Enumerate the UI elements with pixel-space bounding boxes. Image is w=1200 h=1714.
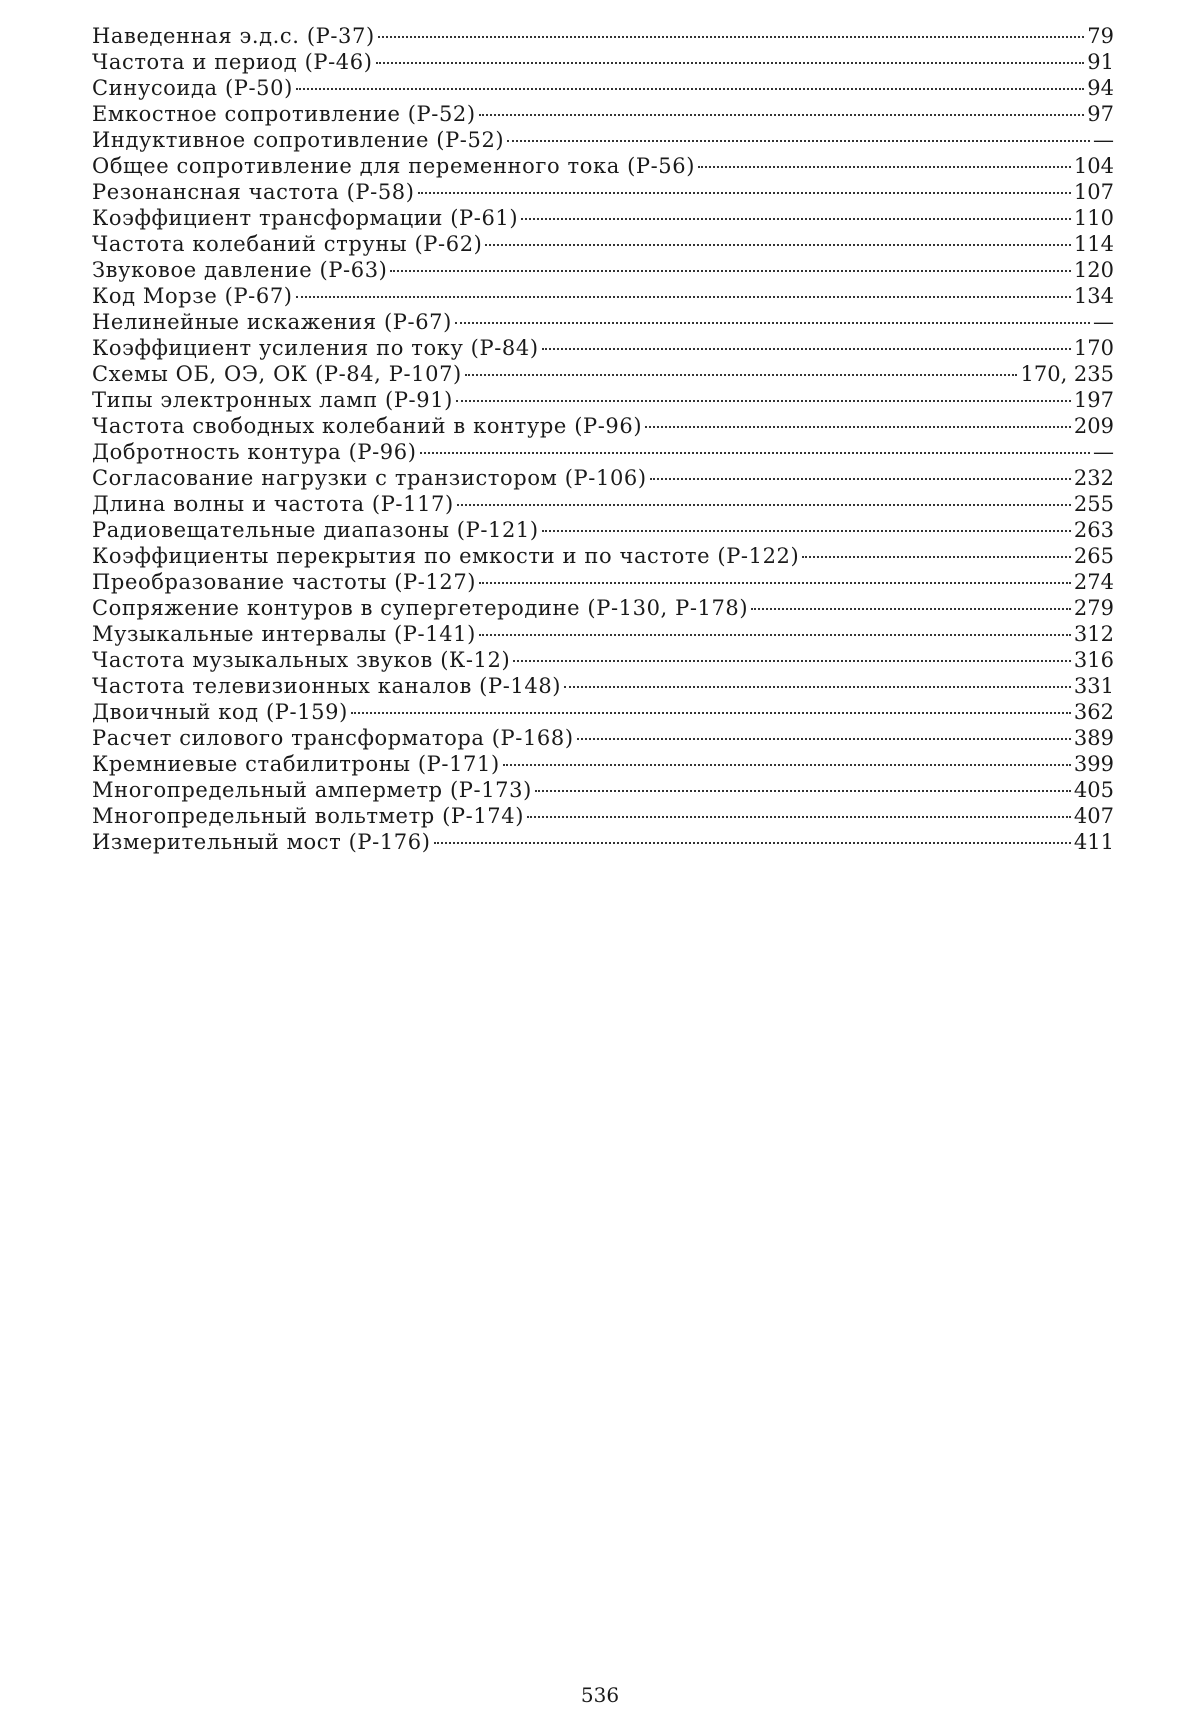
toc-dot-leader xyxy=(645,426,1071,428)
toc-dot-leader xyxy=(455,322,1090,324)
toc-entry xyxy=(92,595,1114,621)
toc-entry-page: 170, 235 xyxy=(1020,362,1114,386)
toc-entry xyxy=(92,309,1114,335)
toc-dot-leader xyxy=(418,192,1071,194)
toc-entry xyxy=(92,673,1114,699)
toc-entry-page: 97 xyxy=(1087,102,1114,126)
toc-entry-title: Согласование нагрузки с транзистором (Р-106) xyxy=(92,466,647,490)
toc-dot-leader xyxy=(507,140,1090,142)
toc-entry-page: 79 xyxy=(1087,24,1114,48)
toc-entry-page: — xyxy=(1093,310,1114,334)
toc-dot-leader xyxy=(650,478,1071,480)
toc-dot-leader xyxy=(564,686,1071,688)
toc-entry xyxy=(92,647,1114,673)
toc-dot-leader xyxy=(535,790,1071,792)
toc-entry-title: Типы электронных ламп (Р-91) xyxy=(92,388,453,412)
toc-entry-page: — xyxy=(1093,440,1114,464)
toc-dot-leader xyxy=(485,244,1070,246)
toc-entry-page: 279 xyxy=(1073,596,1114,620)
toc-dot-leader xyxy=(802,556,1071,558)
toc-entry xyxy=(92,751,1114,777)
toc-entry-title: Синусоида (Р-50) xyxy=(92,76,293,100)
toc-dot-leader xyxy=(378,36,1085,38)
toc-entry-page: 110 xyxy=(1073,206,1114,230)
toc-entry xyxy=(92,361,1114,387)
toc-entry-page: 331 xyxy=(1073,674,1114,698)
toc-entry xyxy=(92,101,1114,127)
toc-entry-page: 134 xyxy=(1073,284,1114,308)
toc-dot-leader xyxy=(296,88,1084,90)
toc-entry xyxy=(92,803,1114,829)
toc-entry-title: Сопряжение контуров в супергетеродине (Р-130, Р-178) xyxy=(92,596,749,620)
toc-dot-leader xyxy=(479,634,1071,636)
toc-entry-title: Резонансная частота (Р-58) xyxy=(92,180,415,204)
toc-dot-leader xyxy=(434,842,1071,844)
toc-entry xyxy=(92,491,1114,517)
toc-entry xyxy=(92,75,1114,101)
toc-dot-leader xyxy=(751,608,1071,610)
toc-entry xyxy=(92,517,1114,543)
toc-entry-title: Многопредельный амперметр (Р-173) xyxy=(92,778,532,802)
toc-entry xyxy=(92,699,1114,725)
toc-entry-title: Общее сопротивление для переменного тока (Р-56) xyxy=(92,154,696,178)
toc-dot-leader xyxy=(351,712,1071,714)
toc-entry xyxy=(92,387,1114,413)
toc-entry-title: Код Морзе (Р-67) xyxy=(92,284,293,308)
toc-entry-page: 265 xyxy=(1073,544,1114,568)
toc-entry-page: 91 xyxy=(1087,50,1114,74)
toc-dot-leader xyxy=(503,764,1071,766)
toc-entry-title: Частота и период (Р-46) xyxy=(92,50,373,74)
toc-entry-page: 399 xyxy=(1073,752,1114,776)
toc-entry-title: Многопредельный вольтметр (Р-174) xyxy=(92,804,525,828)
toc-dot-leader xyxy=(420,452,1091,454)
toc-entry-page: 170 xyxy=(1073,336,1114,360)
toc-entry xyxy=(92,49,1114,75)
toc-entry-title: Частота свободных колебаний в контуре (Р-96) xyxy=(92,414,643,438)
toc-entry-page: 107 xyxy=(1073,180,1114,204)
toc-entry xyxy=(92,335,1114,361)
toc-entry xyxy=(92,543,1114,569)
toc-entry-title: Наведенная э.д.с. (Р-37) xyxy=(92,24,375,48)
toc-entry-page: 114 xyxy=(1073,232,1114,256)
toc-entry-page: 274 xyxy=(1073,570,1114,594)
toc-entry-page: 389 xyxy=(1073,726,1114,750)
toc-entry-page: 104 xyxy=(1073,154,1114,178)
toc-entry xyxy=(92,413,1114,439)
toc-entry-title: Частота колебаний струны (Р-62) xyxy=(92,232,483,256)
toc-dot-leader xyxy=(577,738,1071,740)
table-of-contents xyxy=(92,23,1114,855)
toc-entry-page: 120 xyxy=(1073,258,1114,282)
toc-entry-title: Преобразование частоты (Р-127) xyxy=(92,570,477,594)
toc-dot-leader xyxy=(456,400,1071,402)
toc-dot-leader xyxy=(457,504,1071,506)
toc-entry xyxy=(92,153,1114,179)
toc-entry-title: Коэффициенты перекрытия по емкости и по частоте (Р-122) xyxy=(92,544,800,568)
toc-dot-leader xyxy=(296,296,1071,298)
toc-dot-leader xyxy=(479,114,1085,116)
toc-entry-page: 94 xyxy=(1087,76,1114,100)
toc-entry xyxy=(92,283,1114,309)
toc-dot-leader xyxy=(542,530,1071,532)
toc-entry-title: Коэффициент усиления по току (Р-84) xyxy=(92,336,539,360)
toc-entry-page: 209 xyxy=(1073,414,1114,438)
toc-entry-title: Радиовещательные диапазоны (Р-121) xyxy=(92,518,539,542)
toc-entry-title: Схемы ОБ, ОЭ, ОК (Р-84, Р-107) xyxy=(92,362,462,386)
toc-dot-leader xyxy=(542,348,1071,350)
toc-entry xyxy=(92,179,1114,205)
toc-entry xyxy=(92,23,1114,49)
toc-entry-page: 407 xyxy=(1073,804,1114,828)
page-number: 536 xyxy=(580,1683,620,1707)
toc-entry-title: Двоичный код (Р-159) xyxy=(92,700,348,724)
toc-entry-title: Звуковое давление (Р-63) xyxy=(92,258,388,282)
toc-entry xyxy=(92,231,1114,257)
toc-dot-leader xyxy=(527,816,1071,818)
toc-entry-title: Частота музыкальных звуков (К-12) xyxy=(92,648,511,672)
toc-entry-title: Кремниевые стабилитроны (Р-171) xyxy=(92,752,500,776)
toc-entry-page: 255 xyxy=(1073,492,1114,516)
toc-dot-leader xyxy=(479,582,1071,584)
toc-entry-page: — xyxy=(1093,128,1114,152)
toc-entry-title: Емкостное сопротивление (Р-52) xyxy=(92,102,476,126)
toc-entry xyxy=(92,725,1114,751)
toc-entry-page: 316 xyxy=(1073,648,1114,672)
toc-entry-title: Расчет силового трансформатора (Р-168) xyxy=(92,726,574,750)
toc-dot-leader xyxy=(513,660,1071,662)
toc-entry-page: 411 xyxy=(1073,830,1114,854)
toc-entry-title: Коэффициент трансформации (Р-61) xyxy=(92,206,519,230)
toc-entry xyxy=(92,569,1114,595)
toc-entry-page: 312 xyxy=(1073,622,1114,646)
toc-entry xyxy=(92,127,1114,153)
toc-entry xyxy=(92,621,1114,647)
toc-entry xyxy=(92,465,1114,491)
toc-dot-leader xyxy=(465,374,1018,376)
toc-entry-page: 263 xyxy=(1073,518,1114,542)
toc-dot-leader xyxy=(390,270,1070,272)
toc-entry-title: Музыкальные интервалы (Р-141) xyxy=(92,622,476,646)
toc-entry-page: 197 xyxy=(1073,388,1114,412)
toc-entry xyxy=(92,205,1114,231)
toc-entry-page: 405 xyxy=(1073,778,1114,802)
toc-entry-title: Измерительный мост (Р-176) xyxy=(92,830,431,854)
toc-entry xyxy=(92,777,1114,803)
toc-entry xyxy=(92,829,1114,855)
toc-entry-title: Длина волны и частота (Р-117) xyxy=(92,492,454,516)
toc-entry-title: Индуктивное сопротивление (Р-52) xyxy=(92,128,505,152)
toc-entry-title: Добротность контура (Р-96) xyxy=(92,440,417,464)
toc-entry-page: 362 xyxy=(1073,700,1114,724)
toc-entry-title: Частота телевизионных каналов (Р-148) xyxy=(92,674,562,698)
toc-entry-title: Нелинейные искажения (Р-67) xyxy=(92,310,452,334)
toc-dot-leader xyxy=(698,166,1071,168)
toc-entry xyxy=(92,439,1114,465)
toc-entry xyxy=(92,257,1114,283)
toc-dot-leader xyxy=(521,218,1071,220)
toc-dot-leader xyxy=(376,62,1085,64)
toc-entry-page: 232 xyxy=(1073,466,1114,490)
